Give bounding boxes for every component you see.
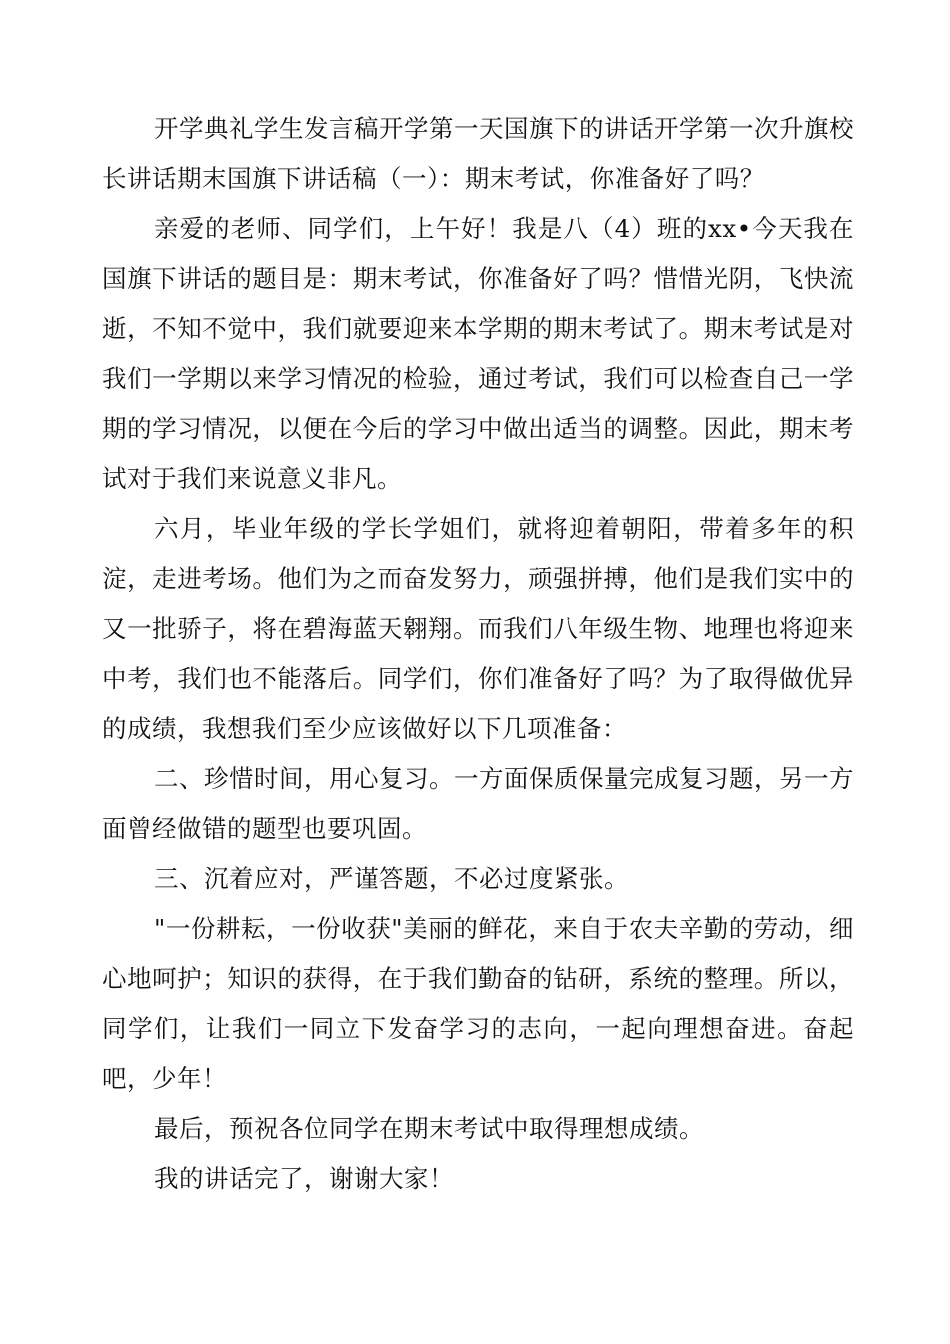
paragraph-closing: 我的讲话完了，谢谢大家！ [154, 1164, 454, 1193]
paragraph-june: 六月，毕业年级的学长学姐们，就将迎着朝阳，带着多年的积淀，走进考场。他们为之而奋发努力，顽强拼搏，他们是我们实中的又一批骄子，将在碧海蓝天翱翔。而我们八年级生物、地理也将迎来中考，我们也不能落后。同学们，你们准备好了吗？为了取得做优异的成绩，我想我们至少应该做好以下几项准备： [102, 514, 854, 743]
paragraph-wishes: 最后，预祝各位同学在期末考试中取得理想成绩。 [154, 1114, 704, 1143]
paragraph-point-three: 三、沉着应对，严谨答题，不必过度紧张。 [154, 864, 629, 893]
paragraph-title: 开学典礼学生发言稿开学第一天国旗下的讲话开学第一次升旗校长讲话期末国旗下讲话稿（一）：期末考试，你准备好了吗？ [102, 114, 854, 193]
paragraph-point-two: 二、珍惜时间，用心复习。一方面保质保量完成复习题，另一方面曾经做错的题型也要巩固。 [102, 764, 854, 843]
document-body [102, 104, 854, 1204]
paragraph-proverb: "一份耕耘，一份收获"美丽的鲜花，来自于农夫辛勤的劳动，细心地呵护；知识的获得，在于我们勤奋的钻研，系统的整理。所以，同学们，让我们一同立下发奋学习的志向，一起向理想奋进。奋起吧，少年！ [102, 914, 854, 1093]
paragraph-greeting: 亲爱的老师、同学们，上午好！我是八（4）班的xx•今天我在国旗下讲话的题目是：期末考试，你准备好了吗？惜惜光阴，飞快流逝，不知不觉中，我们就要迎来本学期的期末考试了。期末考试是对我们一学期以来学习情况的检验，通过考试，我们可以检查自己一学期的学习情况，以便在今后的学习中做出适当的调整。因此，期末考试对于我们来说意义非凡。 [102, 214, 854, 493]
